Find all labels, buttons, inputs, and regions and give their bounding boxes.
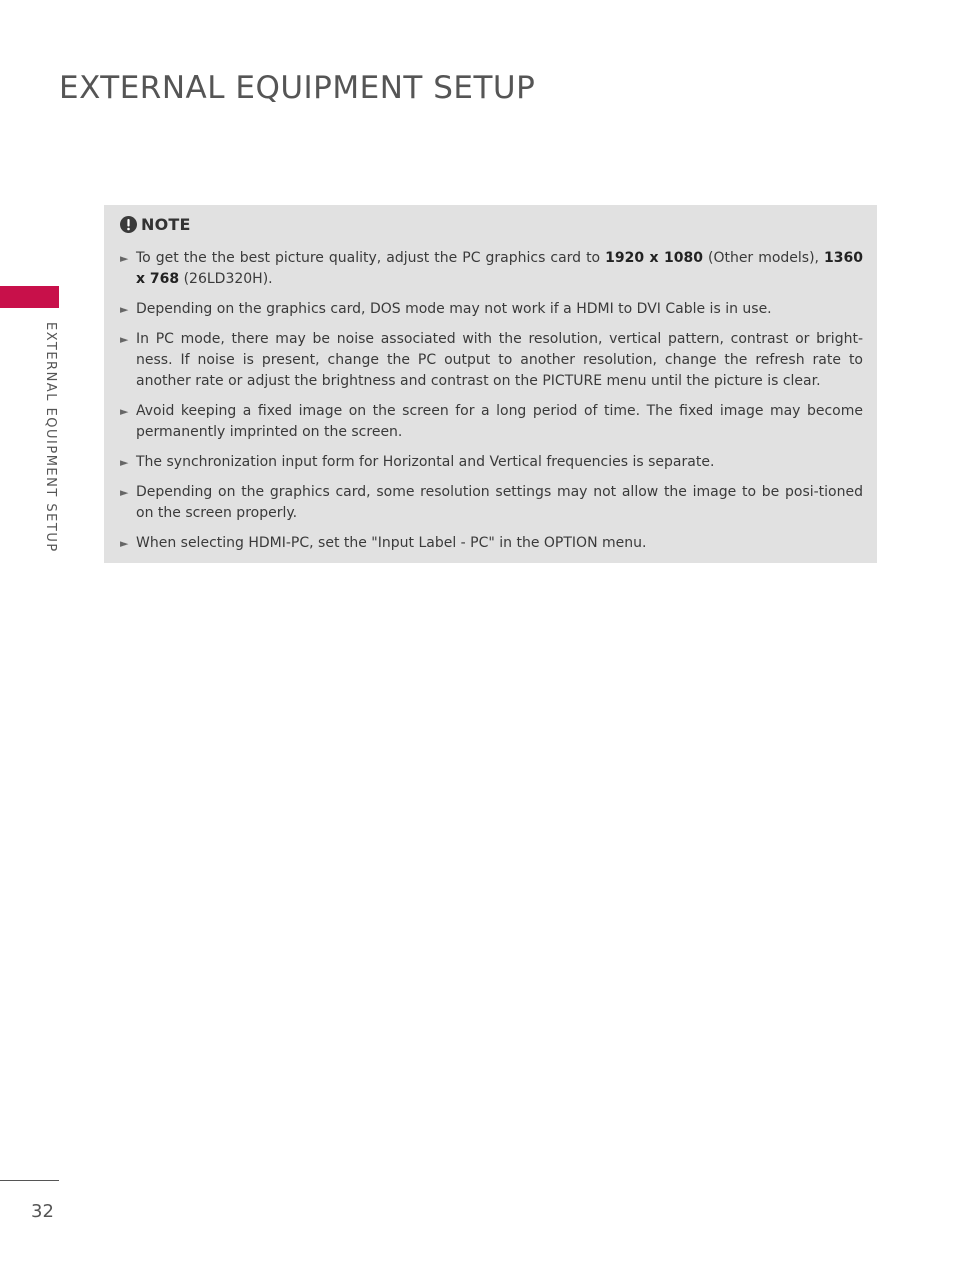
note-text: Avoid keeping a fixed image on the screen for a long period of time. The fixed image may become permanently imprinted on the screen. xyxy=(136,403,863,440)
resolution-value: 1920 x 1080 xyxy=(605,250,703,266)
section-side-label: EXTERNAL EQUIPMENT SETUP xyxy=(43,322,58,553)
resolution-value: 1360 x 768 xyxy=(136,250,863,287)
note-title: NOTE xyxy=(141,214,191,234)
arrow-bullet-icon: ► xyxy=(120,456,129,469)
note-item-pc-noise xyxy=(120,329,863,392)
exclamation-icon xyxy=(120,216,137,233)
arrow-bullet-icon: ► xyxy=(120,405,129,418)
note-header xyxy=(120,214,863,234)
note-box xyxy=(104,205,877,563)
arrow-bullet-icon: ► xyxy=(120,252,129,265)
note-list xyxy=(120,248,863,554)
note-item-picture-quality xyxy=(120,248,863,290)
note-item-hdmi-pc xyxy=(120,533,863,554)
section-tab-marker xyxy=(0,286,59,308)
note-text: In PC mode, there may be noise associated with the resolution, vertical pattern, contrast or bright-ness. If noise is present, change the PC output to another resolution, change the refresh rate to another rate or adjust the brightness and contrast on the PICTURE menu until the picture is clear. xyxy=(136,331,863,389)
page-number: 32 xyxy=(31,1201,54,1222)
arrow-bullet-icon: ► xyxy=(120,537,129,550)
footer-rule xyxy=(0,1180,59,1181)
note-item-resolution-position xyxy=(120,482,863,524)
arrow-bullet-icon: ► xyxy=(120,303,129,316)
page-title: EXTERNAL EQUIPMENT SETUP xyxy=(59,70,536,106)
arrow-bullet-icon: ► xyxy=(120,486,129,499)
note-text: (26LD320H). xyxy=(179,271,273,287)
note-text: Depending on the graphics card, DOS mode may not work if a HDMI to DVI Cable is in use. xyxy=(136,301,772,317)
note-text: When selecting HDMI-PC, set the "Input Label - PC" in the OPTION menu. xyxy=(136,535,647,551)
note-item-fixed-image xyxy=(120,401,863,443)
note-text: The synchronization input form for Horizontal and Vertical frequencies is separate. xyxy=(136,454,715,470)
note-text: To get the the best picture quality, adjust the PC graphics card to xyxy=(136,250,606,266)
note-text: Depending on the graphics card, some resolution settings may not allow the image to be posi-tioned on the screen properly. xyxy=(136,484,863,521)
note-item-sync-input xyxy=(120,452,863,473)
note-text: (Other models), xyxy=(702,250,825,266)
arrow-bullet-icon: ► xyxy=(120,333,129,346)
note-item-dos-mode xyxy=(120,299,863,320)
